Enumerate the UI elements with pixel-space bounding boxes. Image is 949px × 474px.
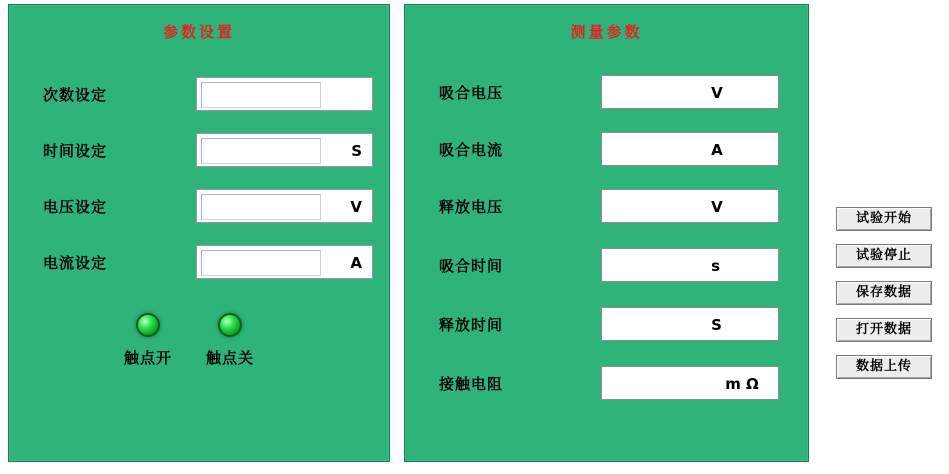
contact-closed-led-icon [218, 313, 242, 337]
test-stop-button[interactable]: 试验停止 [836, 244, 932, 268]
label-pickup-time: 吸合时间 [439, 256, 504, 275]
contact-open-led-icon [136, 313, 160, 337]
led-label-contact-open: 触点开 [123, 349, 172, 367]
label-pickup-current: 吸合电流 [439, 140, 504, 159]
field-row-pickup-voltage [439, 75, 799, 109]
action-button-column [836, 207, 932, 379]
label-voltage-setting: 电压设定 [43, 197, 108, 216]
display-release-time [601, 307, 779, 341]
field-row-release-time [439, 307, 799, 341]
display-release-voltage [601, 189, 779, 223]
upload-data-button[interactable]: 数据上传 [836, 355, 932, 379]
label-release-time: 释放时间 [439, 315, 504, 334]
settings-panel-title: 参数设置 [162, 23, 235, 41]
unit-release-voltage: V [711, 198, 723, 216]
field-row-pickup-time [439, 248, 799, 282]
unit-pickup-current: A [711, 141, 723, 159]
label-pickup-voltage: 吸合电压 [439, 83, 504, 102]
field-row-count-setting [43, 77, 373, 111]
field-row-time-setting [43, 133, 373, 167]
input-wrap-current-setting[interactable] [196, 245, 373, 279]
time-setting-input[interactable] [201, 138, 321, 164]
unit-voltage-setting: V [350, 198, 362, 216]
input-wrap-voltage-setting[interactable] [196, 189, 373, 223]
input-wrap-time-setting[interactable] [196, 133, 373, 167]
led-item-contact-closed [195, 313, 265, 368]
voltage-setting-input[interactable] [201, 194, 321, 220]
label-release-voltage: 释放电压 [439, 197, 504, 216]
open-data-button[interactable]: 打开数据 [836, 318, 932, 342]
label-time-setting: 时间设定 [43, 141, 108, 160]
field-row-current-setting [43, 245, 373, 279]
measurement-panel [404, 4, 809, 462]
display-pickup-time [601, 248, 779, 282]
unit-pickup-voltage: V [711, 84, 723, 102]
field-row-release-voltage [439, 189, 799, 223]
save-data-button[interactable]: 保存数据 [836, 281, 932, 305]
measurement-panel-title: 测量参数 [570, 23, 643, 41]
unit-pickup-time: s [711, 257, 721, 275]
unit-contact-resistance: m Ω [725, 375, 759, 393]
unit-time-setting: S [351, 142, 362, 160]
unit-current-setting: A [350, 254, 362, 272]
label-current-setting: 电流设定 [43, 253, 108, 272]
field-row-voltage-setting [43, 189, 373, 223]
unit-release-time: S [711, 316, 722, 334]
current-setting-input[interactable] [201, 250, 321, 276]
field-row-contact-resistance [439, 366, 799, 400]
input-wrap-count-setting[interactable] [196, 77, 373, 111]
led-label-contact-closed: 触点关 [205, 349, 254, 367]
label-count-setting: 次数设定 [43, 85, 108, 104]
label-contact-resistance: 接触电阻 [439, 374, 504, 393]
display-pickup-voltage [601, 75, 779, 109]
display-pickup-current [601, 132, 779, 166]
display-contact-resistance [601, 366, 779, 400]
test-start-button[interactable]: 试验开始 [836, 207, 932, 231]
settings-panel [8, 4, 390, 462]
led-item-contact-open [113, 313, 183, 368]
field-row-pickup-current [439, 132, 799, 166]
count-setting-input[interactable] [201, 82, 321, 108]
